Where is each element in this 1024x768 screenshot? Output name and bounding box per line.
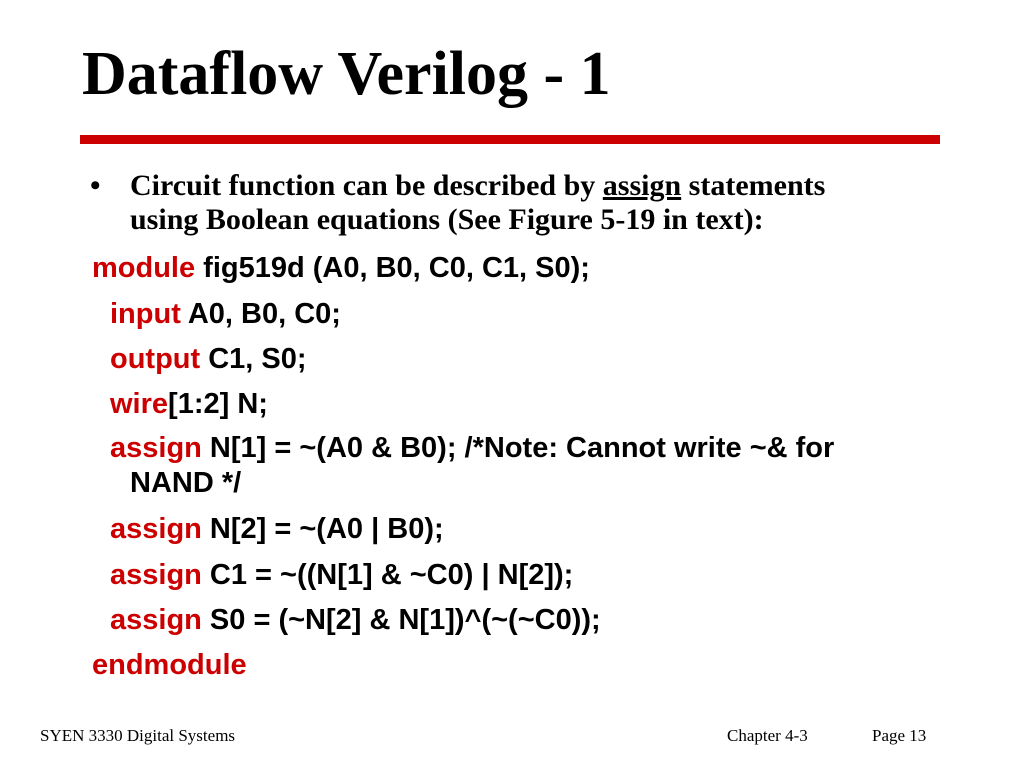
code-keyword: assign [110, 432, 202, 464]
code-text: [1:2] N; [168, 388, 268, 420]
slide-title: Dataflow Verilog - 1 [82, 40, 611, 108]
footer-page-number: Page 13 [872, 726, 927, 745]
bullet-line-1-end: statements [681, 169, 826, 202]
code-line-assign-n2 [110, 512, 444, 546]
code-line-assign-s0 [110, 603, 601, 637]
code-text: C1, S0; [200, 343, 307, 375]
code-line-module [92, 251, 590, 285]
bullet-line-1-start: Circuit function can be described by [130, 169, 603, 202]
bullet-marker: • [90, 169, 101, 202]
footer-chapter: Chapter 4-3 [727, 726, 808, 745]
code-line-input [110, 297, 341, 331]
code-line-output [110, 342, 307, 376]
code-keyword: wire [110, 388, 169, 420]
assign-keyword-underlined: assign [602, 169, 682, 202]
code-line-wire [110, 387, 268, 421]
bullet-line-2: using Boolean equations (See Figure 5-19 in text): [130, 203, 764, 236]
bullet-text [130, 169, 960, 237]
code-keyword: module [92, 252, 196, 284]
title-divider [80, 135, 940, 144]
code-line-assign-n1-continued: NAND */ [130, 467, 242, 499]
code-keyword: assign [110, 559, 202, 591]
code-text: S0 = (~N[2] & N[1])^(~(~C0)); [201, 604, 601, 636]
footer-course: SYEN 3330 Digital Systems [40, 726, 236, 745]
code-text: C1 = ~((N[1] & ~C0) | N[2]); [201, 559, 574, 591]
code-keyword: assign [110, 604, 202, 636]
code-keyword: assign [110, 513, 202, 545]
code-keyword: endmodule [92, 649, 247, 681]
code-text: N[2] = ~(A0 | B0); [201, 513, 444, 545]
code-line-assign-c1 [110, 558, 573, 592]
code-line-endmodule [92, 648, 247, 682]
code-text: fig519d (A0, B0, C0, C1, S0); [195, 252, 590, 284]
code-keyword: output [110, 343, 201, 375]
code-text: A0, B0, C0; [180, 298, 341, 330]
bullet-line-1 [130, 169, 960, 203]
code-line-assign-n1 [110, 431, 834, 465]
code-text: N[1] = ~(A0 & B0); /*Note: Cannot write ~& for [201, 432, 835, 464]
code-keyword: input [110, 298, 181, 330]
